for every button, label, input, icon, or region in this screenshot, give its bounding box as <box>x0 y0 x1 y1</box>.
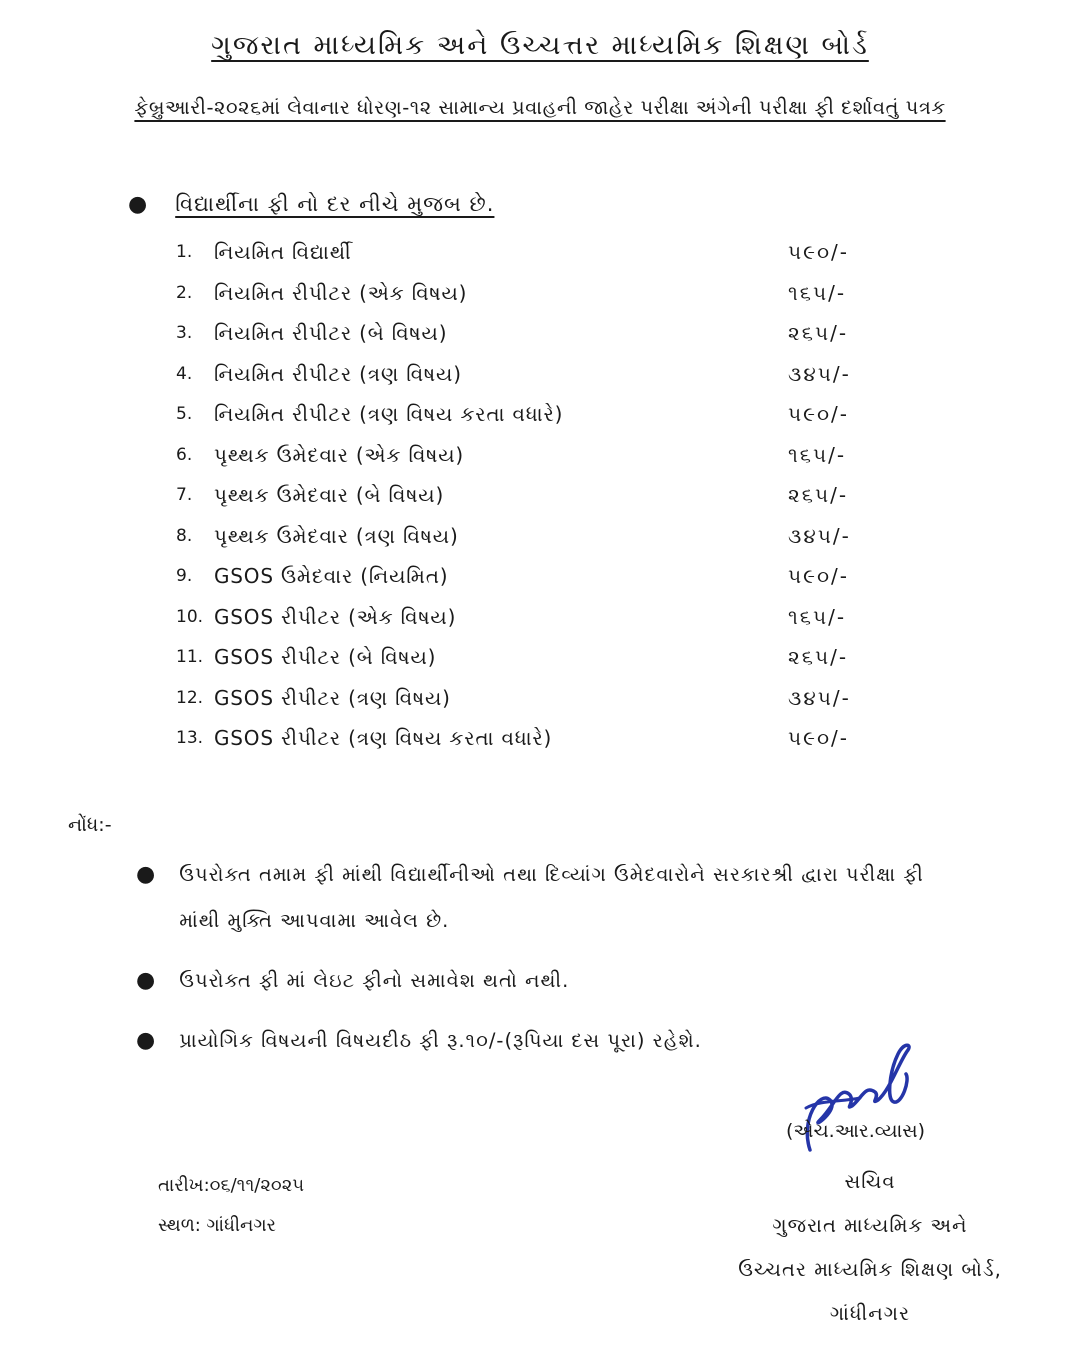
fee-row-amount: ૧૬૫/- <box>788 604 847 629</box>
note-item <box>136 852 1016 944</box>
fee-row <box>176 678 876 719</box>
fee-row-amount: ૩૪૫/- <box>788 523 851 548</box>
fee-row <box>176 637 876 678</box>
fee-row-label: GSOS રીપીટર (બે વિષય) <box>214 645 437 670</box>
fee-row-number: 12. <box>176 687 204 708</box>
fee-row-label: નિયમિત રીપીટર (ત્રણ વિષય) <box>214 361 462 386</box>
fee-row <box>176 556 876 597</box>
fee-row-label: GSOS રીપીટર (ત્રણ વિષય કરતા વધારે) <box>214 726 553 751</box>
fee-row-label: પૃથ્થક ઉમેદવાર (એક વિષય) <box>214 442 465 467</box>
fee-row-amount: ૫૯૦/- <box>788 240 849 265</box>
fee-row <box>176 354 876 395</box>
fee-row-amount: ૩૪૫/- <box>788 361 851 386</box>
signer-name: (એચ.આર.વ્યાસ) <box>786 1120 926 1142</box>
fee-row-number: 2. <box>176 282 193 303</box>
fee-row-number: 4. <box>176 363 193 384</box>
place: સ્થળ: ગાંધીનગર <box>158 1215 276 1236</box>
fee-row <box>176 475 876 516</box>
note-line: ઉપરોક્ત તમામ ફી માંથી વિદ્યાર્થીનીઓ તથા દિવ્યાંગ ઉમેદવારોને સરકારશ્રી દ્વારા પરીક્ષા ફી <box>179 863 924 886</box>
note-text <box>179 958 569 1004</box>
org-line-1: ગુજરાત માધ્યમિક અને <box>772 1214 968 1237</box>
fee-row-number: 5. <box>176 404 193 425</box>
org-line-3: ગાંધીનગર <box>829 1302 911 1325</box>
fee-row-number: 1. <box>176 242 193 263</box>
note-text <box>179 852 924 944</box>
fee-row-number: 7. <box>176 485 193 506</box>
fee-row-label: નિયમિત વિદ્યાર્થી <box>214 240 352 265</box>
document-title: ગુજરાત માધ્યમિક અને ઉચ્ચત્તર માધ્યમિક શિક્ષણ બોર્ડ <box>211 30 869 61</box>
notes-label: નોંધ:- <box>68 814 112 836</box>
fee-section-heading: ● વિદ્યાર્થીના ફી નો દર નીચે મુજબ છે. <box>128 191 495 217</box>
bullet-icon: ● <box>136 1028 156 1053</box>
fee-row-label: નિયમિત રીપીટર (એક વિષય) <box>214 280 468 305</box>
fee-row-label: GSOS ઉમેદવાર (નિયમિત) <box>214 564 449 589</box>
fee-row-amount: ૨૬૫/- <box>788 645 849 670</box>
note-text <box>179 1018 702 1064</box>
bullet-icon: ● <box>136 968 156 993</box>
fee-row-amount: ૨૬૫/- <box>788 321 849 346</box>
fee-row <box>176 394 876 435</box>
fee-row-number: 3. <box>176 323 193 344</box>
fee-row-number: 13. <box>176 728 204 749</box>
fee-row-number: 8. <box>176 525 193 546</box>
fee-row-amount: ૧૬૫/- <box>788 280 847 305</box>
signature-block <box>700 1160 1040 1336</box>
fee-row-label: પૃથ્થક ઉમેદવાર (બે વિષય) <box>214 483 445 508</box>
fee-row-amount: ૩૪૫/- <box>788 685 851 710</box>
fee-row-amount: ૧૬૫/- <box>788 442 847 467</box>
fee-row-number: 6. <box>176 444 193 465</box>
fee-row <box>176 435 876 476</box>
note-line: ઉપરોક્ત ફી માં લેઇટ ફીનો સમાવેશ થતો નથી. <box>179 969 570 992</box>
document-subtitle: ફેબ્રુઆરી-૨૦૨૬માં લેવાનાર ધોરણ-૧૨ સામાન્ય પ્રવાહની જાહેર પરીક્ષા અંગેની પરીક્ષા ફી દર્શાવતું પત્રક <box>134 96 946 119</box>
note-item <box>136 958 1016 1004</box>
fee-row <box>176 313 876 354</box>
fee-row-amount: ૫૯૦/- <box>788 726 849 751</box>
fee-row-label: GSOS રીપીટર (ત્રણ વિષય) <box>214 685 451 710</box>
fee-row-label: નિયમિત રીપીટર (બે વિષય) <box>214 321 448 346</box>
signature-image <box>790 1030 920 1170</box>
fee-row-amount: ૫૯૦/- <box>788 402 849 427</box>
date-place-block <box>158 1166 304 1246</box>
fee-row <box>176 273 876 314</box>
org-line-2: ઉચ્ચતર માધ્યમિક શિક્ષણ બોર્ડ, <box>738 1258 1002 1281</box>
note-line: પ્રાયોગિક વિષયની વિષયદીઠ ફી રૂ.૧૦/-(રૂપિયા દસ પૂરા) રહેશે. <box>179 1029 702 1052</box>
fee-row-number: 10. <box>176 606 204 627</box>
bullet-icon: ● <box>128 191 148 217</box>
note-line: માંથી મુક્તિ આપવામા આવેલ છે. <box>179 909 450 932</box>
fee-row-label: GSOS રીપીટર (એક વિષય) <box>214 604 457 629</box>
fee-row-label: નિયમિત રીપીટર (ત્રણ વિષય કરતા વધારે) <box>214 402 564 427</box>
fee-row <box>176 232 876 273</box>
date: તારીખ:૦૬/૧૧/૨૦૨૫ <box>158 1175 305 1196</box>
bullet-icon: ● <box>136 862 156 887</box>
fee-row <box>176 718 876 759</box>
fee-row-amount: ૫૯૦/- <box>788 564 849 589</box>
fee-row <box>176 516 876 557</box>
fee-row-number: 11. <box>176 647 204 668</box>
fee-row-amount: ૨૬૫/- <box>788 483 849 508</box>
fee-list <box>176 232 876 759</box>
fee-row-number: 9. <box>176 566 193 587</box>
designation: સચિવ <box>844 1170 896 1193</box>
fee-row <box>176 597 876 638</box>
fee-row-label: પૃથ્થક ઉમેદવાર (ત્રણ વિષય) <box>214 523 459 548</box>
